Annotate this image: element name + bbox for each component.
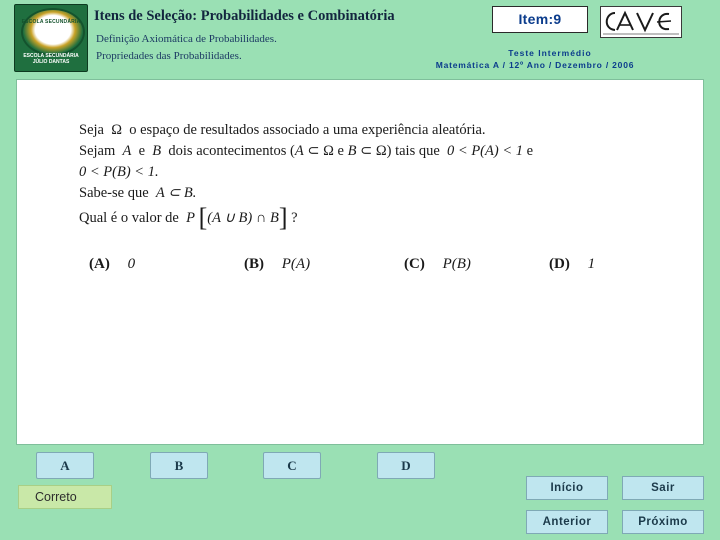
anterior-button[interactable]: Anterior [526,510,608,534]
option-b [244,256,310,273]
sair-button[interactable]: Sair [622,476,704,500]
option-d-label: (D) [549,256,570,272]
page-title: Itens de Seleção: Probabilidades e Combinatória [94,8,395,24]
stem-line-3: 0 < P(B) < 1. [79,164,159,180]
answer-button-b[interactable]: B [150,452,208,479]
item-badge-label: Item:9 [518,11,562,27]
question-panel [16,79,704,445]
option-b-value: P(A) [281,256,311,272]
subtitle-line-2: Propriedades das Probabilidades. [96,50,242,62]
logo-band-line1: ESCOLA SECUNDÁRIA [23,53,79,59]
option-a-value: 0 [127,256,136,272]
stem-line-4: Sabe-se que A ⊂ B. [79,185,197,201]
answer-button-d[interactable]: D [377,452,435,479]
exam-meta: Matemática A / 12º Ano / Dezembro / 2006 [435,60,635,70]
option-b-label: (B) [244,256,264,272]
header [0,0,720,76]
option-a-label: (A) [89,256,110,272]
stem-line-5: Qual é o valor de P [(A ∪ B) ∩ B] ? [79,203,298,232]
option-a [89,256,135,273]
question-stem [79,120,659,232]
logo-band-text [15,53,87,65]
option-d [549,256,595,273]
item-badge [492,6,588,33]
cave-logo [600,6,682,38]
exam-title: Teste Intermédio [508,48,592,58]
option-c-value: P(B) [442,256,471,272]
option-c [404,256,471,273]
answer-button-c[interactable]: C [263,452,321,479]
cave-wordmark-icon [601,7,681,37]
proximo-button[interactable]: Próximo [622,510,704,534]
school-logo [14,4,88,72]
answer-button-a[interactable]: A [36,452,94,479]
logo-band-line2: JÚLIO DANTAS [32,59,70,65]
option-c-label: (C) [404,256,425,272]
option-d-value: 1 [587,256,596,272]
logo-ring-text: ESCOLA SECUNDÁRIA [21,19,81,25]
subtitle-line-1: Definição Axiomática de Probabilidades. [96,33,277,45]
subtitle [96,31,426,65]
feedback-badge: Correto [18,485,112,509]
stem-line-1: Seja Ω o espaço de resultados associado a uma experiência aleatória. [79,122,486,138]
stem-line-2: Sejam A e B dois acontecimentos (A ⊂ Ω e B ⊂ Ω) tais que 0 < P(A) < 1 e [79,143,534,159]
inicio-button[interactable]: Início [526,476,608,500]
logo-emblem-icon [21,8,85,56]
